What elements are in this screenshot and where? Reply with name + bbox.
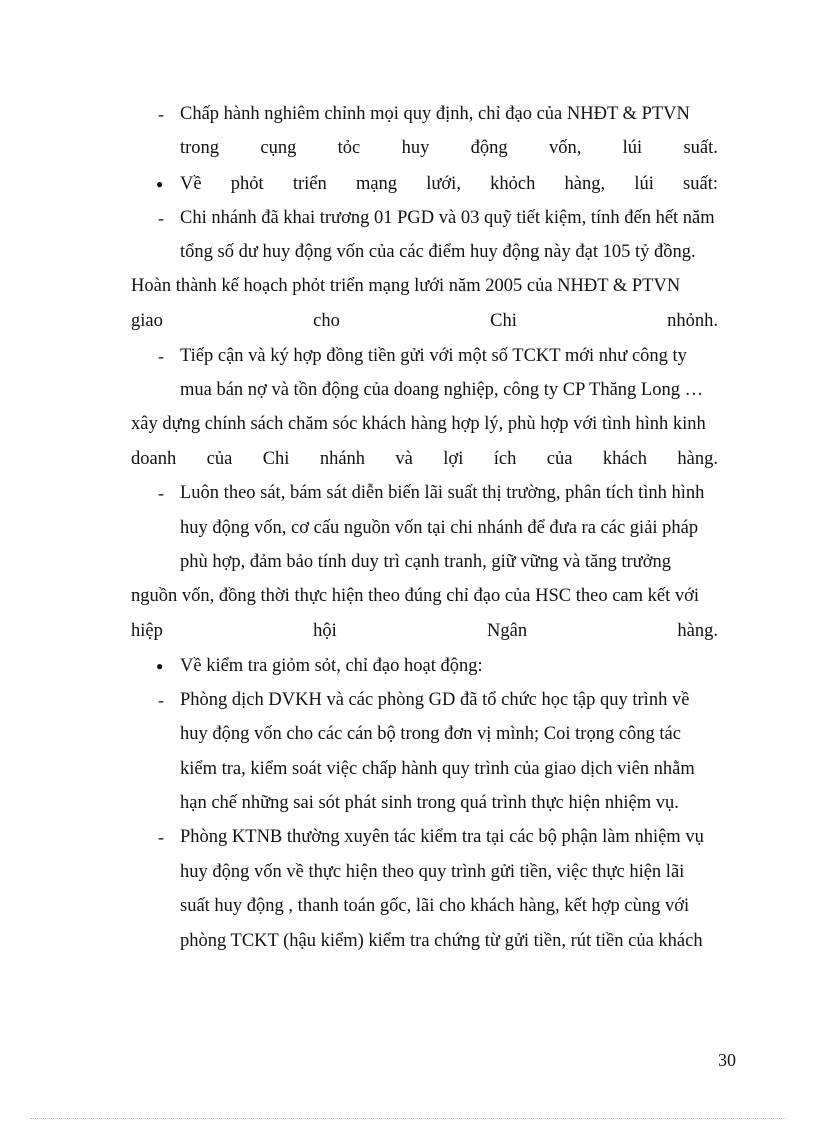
text-line: Phòng KTNB thường xuyên tác kiểm tra tại các bộ phận làm nhiệm vụ [180, 827, 704, 847]
word: cụng [260, 138, 297, 158]
word: khỏch [490, 174, 536, 194]
dash-marker: - [158, 208, 164, 228]
text-line: huy động vốn về thực hiện theo quy trình gửi tiền, việc thực hiện lãi [180, 862, 685, 882]
word: động [470, 138, 508, 158]
text-line: Về kiểm tra giỏm sỏt, chỉ đạo hoạt động: [180, 656, 483, 676]
word: cho [313, 311, 340, 331]
dash-marker: - [158, 690, 164, 710]
word: mạng [355, 174, 398, 194]
text-line: Hoàn thành kế hoạch phỏt triển mạng lưới năm 2005 của NHĐT & PTVN [131, 276, 681, 296]
justified-words [180, 136, 718, 160]
word: tỏc [337, 138, 361, 158]
text-line: suất huy động , thanh toán gốc, lãi cho khách hàng, kết hợp cùng với [180, 896, 690, 916]
word: nhánh [319, 449, 366, 469]
word: suất. [683, 138, 718, 158]
text-line: xây dựng chính sách chăm sóc khách hàng hợp lý, phù hợp với tình hình kinh [131, 414, 706, 434]
dash-marker: - [158, 483, 164, 503]
word: giao [131, 311, 163, 331]
word: lúi [622, 138, 643, 158]
text-line: nguồn vốn, đồng thời thực hiện theo đúng chỉ đạo của HSC theo cam kết với [131, 586, 700, 606]
word: doanh [131, 449, 177, 469]
text-line: hạn chế những sai sót phát sinh trong quá trình thực hiện nhiệm vụ. [180, 793, 679, 813]
word: hội [313, 621, 337, 641]
word: ích [493, 449, 517, 469]
word: khách [602, 449, 648, 469]
text-line [131, 447, 718, 471]
text-line: Phòng dịch DVKH và các phòng GD đã tổ chức học tập quy trình về [180, 690, 690, 710]
word: hiệp [131, 621, 163, 641]
text-line: huy động vốn cho các cán bộ trong đơn vị mình; Coi trọng công tác [180, 724, 681, 744]
word: của [206, 449, 233, 469]
text-line: tổng số dư huy động vốn của các điểm huy động này đạt 105 tỷ đồng. [180, 242, 696, 262]
text-line: huy động vốn, cơ cấu nguồn vốn tại chi nhánh để đưa ra các giải pháp [180, 518, 699, 538]
text-line: Chấp hành nghiêm chỉnh mọi quy định, chỉ đạo của NHĐT & PTVN [180, 104, 690, 124]
word: vốn, [548, 138, 582, 158]
dash-marker: - [158, 827, 164, 847]
word: hàng, [564, 174, 606, 194]
word: hàng. [677, 449, 718, 469]
page-divider [30, 1118, 786, 1119]
word: phỏt [230, 174, 264, 194]
word: lúi [634, 174, 654, 194]
dash-marker: - [158, 346, 164, 366]
word: và [395, 449, 413, 469]
word: hàng. [677, 621, 718, 641]
text-line [180, 172, 718, 196]
text-line: mua bán nợ và tồn động của doang nghiệp, công ty CP Thăng Long … [180, 380, 704, 400]
word: trong [180, 138, 220, 158]
text-line: phù hợp, đảm bảo tính duy trì cạnh tranh, giữ vững và tăng trưởng [180, 552, 671, 572]
word: Chi [490, 311, 517, 331]
text-line-justified [180, 136, 718, 160]
word: triển [292, 174, 327, 194]
word: Về [180, 174, 202, 194]
text-line: Chi nhánh đã khai trương 01 PGD và 03 quỹ tiết kiệm, tính đến hết năm [180, 208, 715, 228]
word: lưới, [426, 174, 461, 194]
text-line: Tiếp cận và ký hợp đồng tiền gửi với một số TCKT mới như công ty [180, 346, 687, 366]
dash-marker: - [158, 104, 164, 124]
page-number: 30 [718, 1050, 736, 1070]
word: lợi [443, 449, 464, 469]
text-line: kiểm tra, kiểm soát việc chấp hành quy trình của giao dịch viên nhằm [180, 759, 695, 779]
text-line: phòng TCKT (hậu kiểm) kiểm tra chứng từ gửi tiền, rút tiền của khách [180, 931, 703, 951]
word: của [546, 449, 573, 469]
text-line: Luôn theo sát, bám sát diễn biến lãi suất thị trường, phân tích tình hình [180, 483, 705, 503]
word: nhỏnh. [667, 311, 718, 331]
word: Ngân [487, 621, 528, 641]
word: Chi [262, 449, 290, 469]
text-line [131, 309, 718, 333]
bullet-marker: ● [156, 659, 164, 673]
word: suất: [683, 174, 718, 194]
text-line [131, 619, 718, 643]
bullet-marker: ● [156, 177, 164, 191]
word: huy [401, 138, 430, 158]
